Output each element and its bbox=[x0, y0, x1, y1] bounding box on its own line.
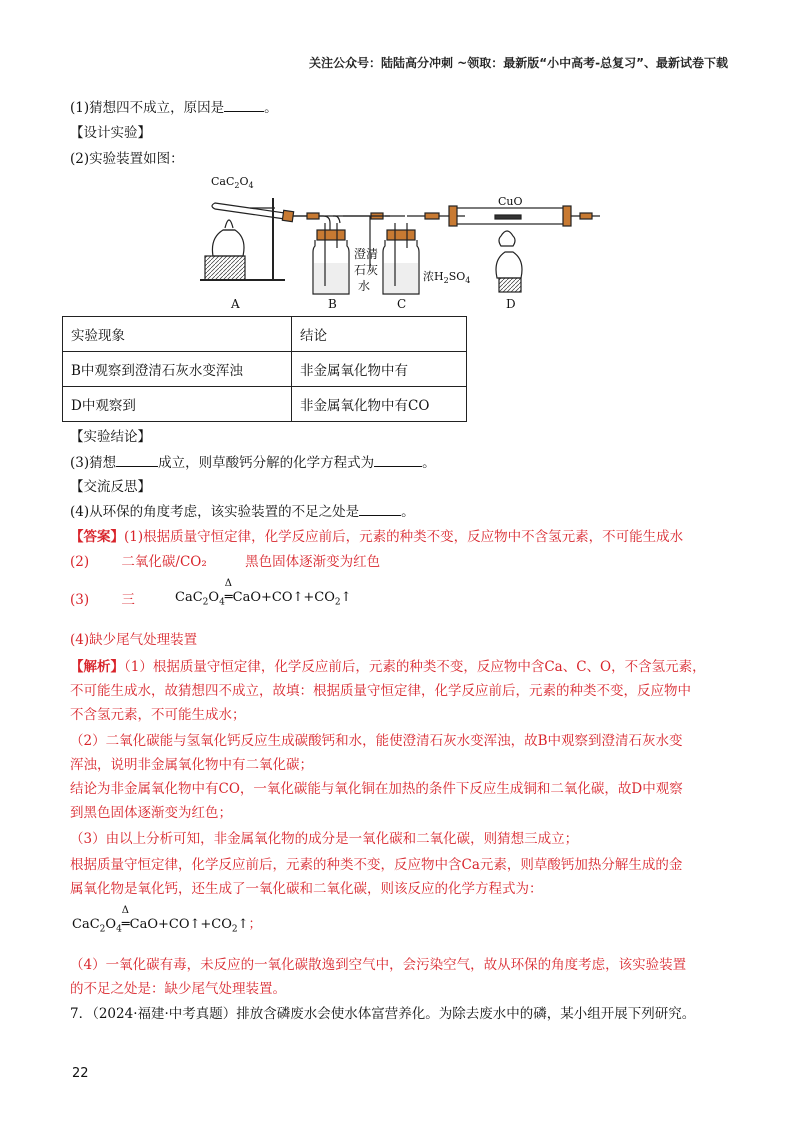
answer-line-3: (3) 三 bbox=[70, 592, 135, 608]
analysis-line: （2）二氧化碳能与氢氧化钙反应生成碳酸钙和水，能使澄清石灰水变浑浊，故B中观察到澄清石灰水变 bbox=[70, 733, 683, 749]
answer-blank bbox=[359, 501, 401, 516]
analysis-line: 不含氢元素，不可能生成水； bbox=[70, 707, 246, 723]
table-cell: D中观察到 bbox=[63, 387, 292, 422]
table-cell: 非金属氧化物中有 bbox=[292, 352, 467, 387]
table-header: 结论 bbox=[292, 317, 467, 352]
answer-line-1: 【答案】(1)根据质量守恒定律，化学反应前后，元素的种类不变，反应物中不含氢元素，不可能生成水 bbox=[70, 529, 684, 545]
answer-line-2: (2) 二氧化碳/CO₂ 黑色固体逐渐变为红色 bbox=[70, 554, 381, 570]
question-4: (4)从环保的角度考虑，该实验装置的不足之处是 。 bbox=[70, 501, 415, 522]
label-limewater-1: 澄清 bbox=[354, 247, 379, 261]
question-1: (1)猜想四不成立，原因是 。 bbox=[70, 97, 278, 118]
question-2: (2)实验装置如图： bbox=[70, 151, 184, 167]
reflect-heading: 【交流反思】 bbox=[70, 479, 151, 495]
label-cuo: CuO bbox=[498, 195, 523, 208]
table-header: 实验现象 bbox=[63, 317, 292, 352]
apparatus-diagram bbox=[195, 168, 615, 313]
table-cell: 非金属氧化物中有CO bbox=[292, 387, 467, 422]
analysis-line: 【解析】（1）根据质量守恒定律，化学反应前后，元素的种类不变，反应物中含Ca、C、O，不含氢元素， bbox=[70, 659, 706, 675]
analysis-line: （4）一氧化碳有毒，未反应的一氧化碳散逸到空气中，会污染空气，故从环保的角度考虑，该实验装置 bbox=[70, 957, 687, 973]
analysis-line: 不可能生成水，故猜想四不成立，故填：根据质量守恒定律，化学反应前后，元素的种类不变，反应物中 bbox=[70, 683, 691, 699]
table-header-row bbox=[63, 317, 467, 352]
alcohol-lamp-a bbox=[212, 230, 244, 256]
experiment-table bbox=[62, 316, 467, 422]
equation-answer: $CaC_2O_4$ Δ $═CaO+CO↑+CO_2↑$ bbox=[175, 578, 352, 608]
page-header: 关注公众号：陆陆高分冲刺 ~领取：最新版“小中高考-总复习”、最新试卷下载 bbox=[309, 56, 728, 70]
analysis-line: 的不足之处是：缺少尾气处理装置。 bbox=[70, 981, 286, 997]
analysis-label: 【解析】 bbox=[70, 659, 124, 675]
table-row bbox=[63, 387, 467, 422]
table-cell: B中观察到澄清石灰水变浑浊 bbox=[63, 352, 292, 387]
table-row bbox=[63, 352, 467, 387]
answer-blank bbox=[116, 452, 158, 467]
answer-blank bbox=[374, 452, 422, 467]
design-heading: 【设计实验】 bbox=[70, 125, 151, 141]
stopper-c bbox=[387, 230, 415, 240]
analysis-line: 根据质量守恒定律，化学反应前后，元素的种类不变，反应物中含Ca元素，则草酸钙加热分解生成的金 bbox=[70, 857, 683, 873]
label-h2so4: 浓$H_2SO_4$ bbox=[423, 270, 471, 285]
answer-label: 【答案】 bbox=[70, 529, 124, 545]
conclusion-heading: 【实验结论】 bbox=[70, 429, 151, 445]
page-number: 22 bbox=[72, 1066, 89, 1081]
equation-analysis: $CaC_2O_4$ Δ $═CaO+CO↑+CO_2↑$； bbox=[72, 905, 262, 935]
label-c: C bbox=[397, 297, 407, 311]
label-cac2o4: $CaC_2O_4$ bbox=[211, 175, 254, 190]
test-tube-a bbox=[212, 203, 285, 219]
alcohol-lamp-d bbox=[496, 252, 522, 278]
question-3: (3)猜想 成立，则草酸钙分解的化学方程式为 。 bbox=[70, 452, 436, 473]
analysis-line: 浑浊，说明非金属氧化物中有二氧化碳； bbox=[70, 757, 313, 773]
analysis-line: （3）由以上分析可知，非金属氧化物的成分是一氧化碳和二氧化碳，则猜想三成立； bbox=[70, 831, 579, 847]
answer-line-4: (4)缺少尾气处理装置 bbox=[70, 632, 198, 648]
analysis-line: 属氧化物是氧化钙，还生成了一氧化碳和二氧化碳，则该反应的化学方程式为： bbox=[70, 881, 543, 897]
answer-blank bbox=[224, 97, 264, 112]
label-limewater-3: 水 bbox=[358, 279, 371, 293]
label-d: D bbox=[506, 297, 516, 311]
stopper-b bbox=[317, 230, 345, 240]
analysis-line: 到黑色固体逐渐变为红色； bbox=[70, 805, 232, 821]
label-a: A bbox=[231, 297, 240, 311]
analysis-line: 结论为非金属氧化物中有CO，一氧化碳能与氧化铜在加热的条件下反应生成铜和二氧化碳，故D中观察 bbox=[70, 781, 683, 797]
heater-block-a bbox=[205, 256, 245, 280]
label-limewater-2: 石灰 bbox=[354, 263, 379, 277]
question-7: 7．（2024·福建·中考真题）排放含磷废水会使水体富营养化。为除去废水中的磷，某小组开展下列研究。 bbox=[70, 1006, 696, 1022]
label-b: B bbox=[328, 297, 337, 311]
